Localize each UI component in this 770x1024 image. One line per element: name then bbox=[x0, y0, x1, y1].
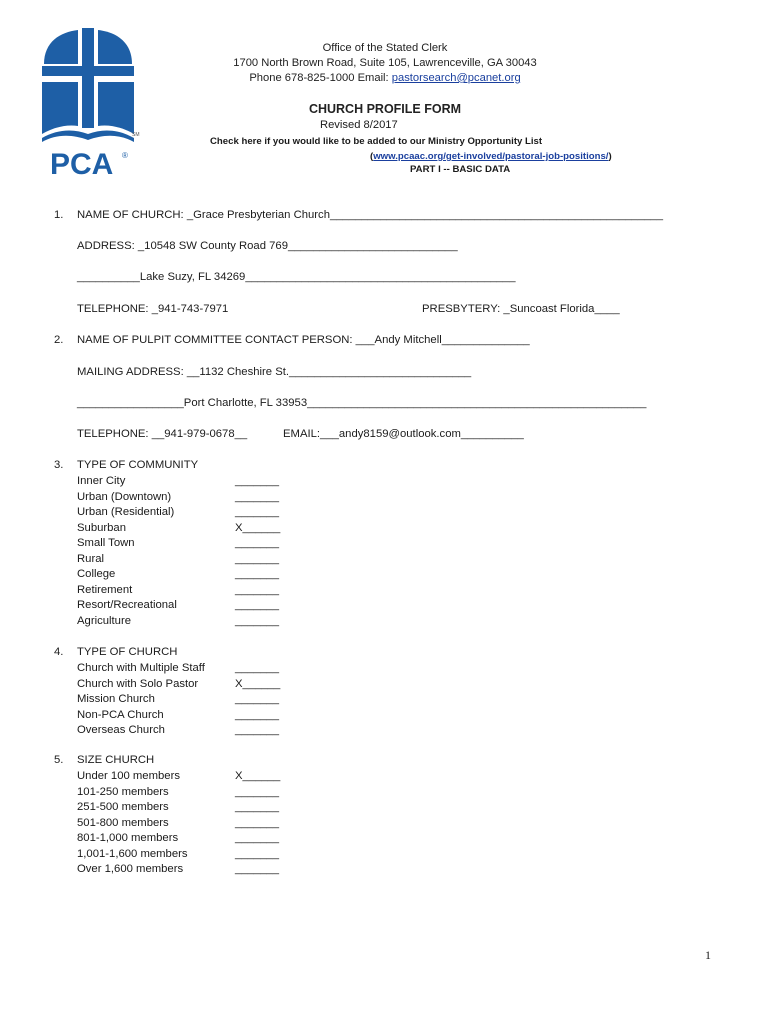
contact-line bbox=[0, 72, 770, 84]
registered-mark: ® bbox=[122, 151, 128, 160]
list-item: 501-800 members bbox=[77, 816, 169, 829]
checkbox-marked: X______ bbox=[235, 770, 281, 782]
section-5-number: 5. bbox=[54, 754, 64, 766]
checkbox-blank: _______ bbox=[235, 708, 279, 721]
presbytery-field: PRESBYTERY: _Suncoast Florida____ bbox=[422, 303, 620, 315]
checkbox-blank: _______ bbox=[235, 475, 279, 487]
checkbox-blank: _______ bbox=[235, 801, 279, 813]
checkbox-blank: _______ bbox=[235, 568, 279, 580]
checkbox-blank: _______ bbox=[235, 724, 279, 736]
list-item: Resort/Recreational bbox=[77, 599, 177, 611]
checkbox-blank: _______ bbox=[235, 490, 279, 503]
list-item: Church with Multiple Staff bbox=[77, 662, 205, 674]
list-item: Urban (Residential) bbox=[77, 506, 175, 518]
checkbox-marked: X______ bbox=[235, 521, 281, 534]
ministry-url-line bbox=[370, 151, 612, 162]
checkbox-blank: _______ bbox=[235, 863, 279, 875]
church-type-list bbox=[77, 662, 377, 742]
checkbox-blank: _______ bbox=[235, 583, 279, 596]
pca-wordmark: PCA bbox=[50, 148, 114, 181]
community-type-list bbox=[77, 475, 377, 635]
church-size-title: SIZE CHURCH bbox=[77, 754, 155, 766]
checkbox-blank: _______ bbox=[235, 537, 279, 549]
page-number: 1 bbox=[705, 948, 711, 962]
checkbox-blank: _______ bbox=[235, 599, 279, 611]
telephone-field: TELEPHONE: _941-743-7971 bbox=[77, 303, 229, 315]
checkbox-blank: _______ bbox=[235, 506, 279, 518]
section-2-number: 2. bbox=[54, 334, 64, 346]
list-item: Retirement bbox=[77, 583, 133, 596]
part-label: PART I -- BASIC DATA bbox=[410, 164, 511, 175]
ministry-url-link[interactable]: www.pcaac.org/get-involved/pastoral-job-positions/ bbox=[373, 151, 609, 162]
form-title: CHURCH PROFILE FORM bbox=[308, 102, 462, 116]
address-field-1: ADDRESS: _10548 SW County Road 769___________________________ bbox=[77, 240, 458, 252]
list-item: Over 1,600 members bbox=[77, 863, 184, 875]
list-item: Overseas Church bbox=[77, 724, 165, 736]
checkbox-marked: X______ bbox=[235, 677, 281, 690]
checkbox-blank: _______ bbox=[235, 816, 279, 829]
list-item: College bbox=[77, 568, 116, 580]
list-item: Agriculture bbox=[77, 614, 131, 627]
mailing-address-field-1: MAILING ADDRESS: __1132 Cheshire St._____________________________ bbox=[77, 366, 472, 378]
list-item: 251-500 members bbox=[77, 801, 169, 813]
checkbox-blank: _______ bbox=[235, 552, 279, 565]
section-1-number: 1. bbox=[54, 209, 64, 221]
ministry-note: Check here if you would like to be added to our Ministry Opportunity List bbox=[210, 136, 543, 147]
contact-telephone-field: TELEPHONE: __941-979-0678__ bbox=[77, 428, 248, 440]
church-type-title: TYPE OF CHURCH bbox=[77, 646, 178, 658]
contact-person-field: NAME OF PULPIT COMMITTEE CONTACT PERSON: ___Andy Mitchell______________ bbox=[77, 334, 530, 346]
list-item: Inner City bbox=[77, 475, 126, 487]
church-name-field: NAME OF CHURCH: _Grace Presbyterian Church_____________________________________________________ bbox=[77, 209, 663, 221]
list-item: Church with Solo Pastor bbox=[77, 677, 199, 690]
address-field-2: __________Lake Suzy, FL 34269___________________________________________ bbox=[77, 271, 516, 283]
checkbox-blank: _______ bbox=[235, 847, 279, 860]
address-line: 1700 North Brown Road, Suite 105, Lawrenceville, GA 30043 bbox=[233, 57, 537, 69]
office-line: Office of the Stated Clerk bbox=[322, 42, 448, 54]
list-item: Small Town bbox=[77, 537, 135, 549]
mailing-address-field-2: _________________Port Charlotte, FL 33953______________________________________________________ bbox=[77, 397, 647, 409]
section-4-number: 4. bbox=[54, 646, 64, 658]
email-link[interactable]: pastorsearch@pcanet.org bbox=[391, 72, 521, 84]
list-item: Mission Church bbox=[77, 693, 155, 705]
list-item: Rural bbox=[77, 552, 104, 565]
checkbox-blank: _______ bbox=[235, 662, 279, 674]
url-open: ( bbox=[370, 151, 374, 162]
revised-date: Revised 8/2017 bbox=[320, 119, 398, 131]
contact-email-field: EMAIL:___andy8159@outlook.com__________ bbox=[283, 428, 524, 440]
list-item: Suburban bbox=[77, 521, 126, 534]
list-item: Urban (Downtown) bbox=[77, 490, 172, 503]
church-size-list bbox=[77, 770, 377, 880]
list-item: 1,001-1,600 members bbox=[77, 847, 188, 860]
section-3-number: 3. bbox=[54, 459, 64, 471]
list-item: 801-1,000 members bbox=[77, 832, 179, 844]
list-item: 101-250 members bbox=[77, 785, 169, 798]
checkbox-blank: _______ bbox=[235, 614, 279, 627]
checkbox-blank: _______ bbox=[235, 693, 279, 705]
checkbox-blank: _______ bbox=[235, 785, 279, 798]
phone-text: Phone 678-825-1000 Email: bbox=[249, 72, 392, 84]
checkbox-blank: _______ bbox=[235, 832, 279, 844]
sm-mark: SM bbox=[132, 132, 140, 138]
list-item: Under 100 members bbox=[77, 770, 180, 782]
community-type-title: TYPE OF COMMUNITY bbox=[77, 459, 199, 471]
list-item: Non-PCA Church bbox=[77, 708, 164, 721]
url-close: ) bbox=[608, 151, 612, 162]
